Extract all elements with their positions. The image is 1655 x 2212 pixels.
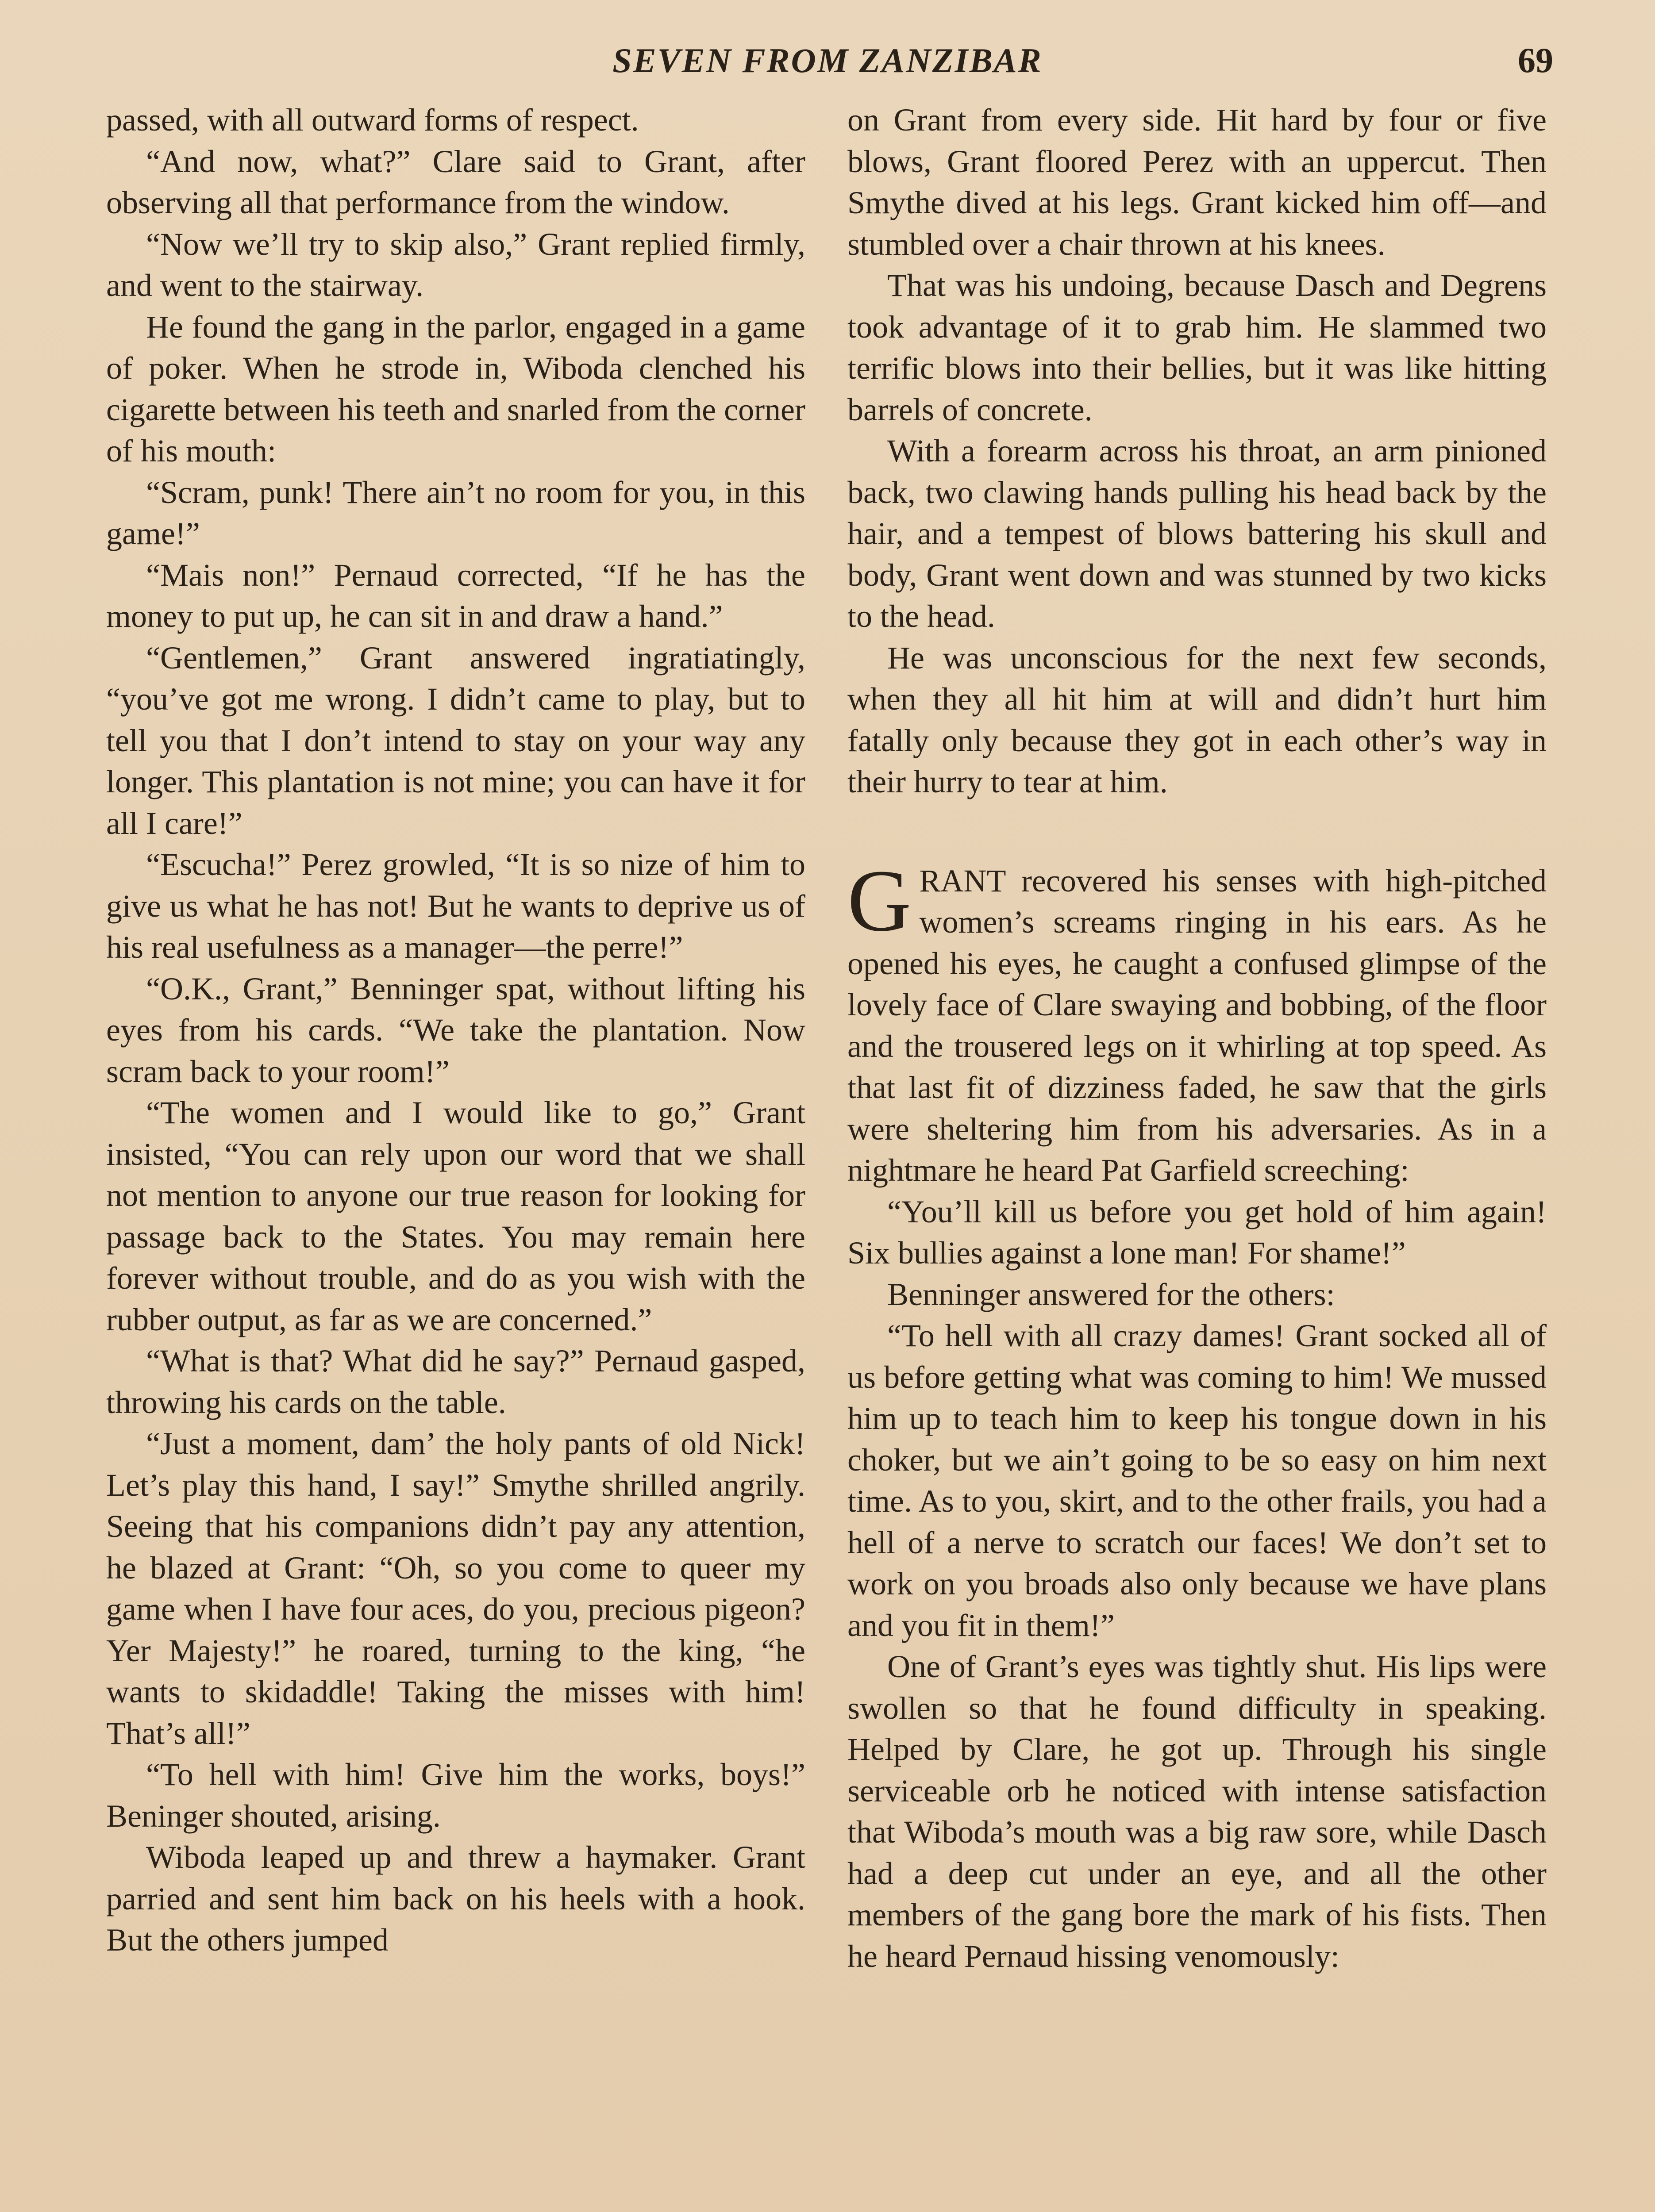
left-column-paragraph: “Now we’ll try to skip also,” Grant replied firmly, and went to the stairway. [106,226,805,303]
right-column-upper [847,100,1547,803]
drop-cap: G [847,852,912,950]
left-column-paragraph: passed, with all outward forms of respect. [106,102,639,138]
left-column-paragraph: “To hell with him! Give him the works, boys!” Beninger shouted, arising. [106,1757,805,1834]
left-column-paragraph: “Just a moment, dam’ the holy pants of old Nick! Let’s play this hand, I say!” Smythe shrilled angrily. Seeing that his companions didn’t pay any attention, he blazed at Grant: “Oh, so you come to queer my game when I have four aces, do you, precious pigeon? Yer Majesty!” he roared, turning to the king, “he wants to skidaddle! Taking the misses with him! That’s all!” [106,1426,805,1751]
left-column-paragraph: “Mais non!” Pernaud corrected, “If he has the money to put up, he can sit in and draw a hand.” [106,557,805,634]
right-column-lower [847,1191,1547,1978]
lead-in-caps: RANT [919,863,1006,899]
section-opening-text: recovered his senses with high-pitched women’s screams ringing in his ears. As he opened his eyes, he caught a confused glimpse of the lovely face of Clare swaying and bobbing, of the floor and the trousered legs on it whirling at top speed. As that last fit of dizziness faded, he saw that the girls were sheltering him from his adversaries. As in a nightmare he heard Pat Garfield screeching: [847,863,1547,1188]
left-column-paragraph: He found the gang in the parlor, engaged in a game of poker. When he strode in, Wiboda clenched his cigarette between his teeth and snarled from the corner of his mouth: [106,309,805,469]
left-column-paragraph: “And now, what?” Clare said to Grant, after observing all that performance from the window. [106,143,805,220]
right-text-column [847,100,1547,1977]
left-column-paragraph: “The women and I would like to go,” Grant insisted, “You can rely upon our word that we shall not mention to anyone our true reason for looking for passage back to the States. You may remain here forever without trouble, and do as you wish with the rubber output, as far as we are concerned.” [106,1095,805,1337]
page-header [0,41,1655,94]
left-text-column [106,100,805,1961]
left-column-paragraph: “Gentlemen,” Grant answered ingratiatingly, “you’ve got me wrong. I didn’t came to play, but to tell you that I don’t intend to stay on your way any longer. This plantation is not mine; you can have it for all I care!” [106,640,805,841]
section-opening-paragraph [847,852,1547,1191]
right-column-paragraph: “To hell with all crazy dames! Grant socked all of us before getting what was coming to him! We mussed him up to teach him to keep his tongue down in his choker, but we ain’t going to be so easy on him next time. As to you, skirt, and to the other frails, you had a hell of a nerve to scratch our faces! We don’t set to work on you broads also only because we have plans and you fit in them!” [847,1318,1547,1643]
right-column-paragraph: He was unconscious for the next few seconds, when they all hit him at will and didn’t hurt him fatally only because they got in each other’s way in their hurry to tear at him. [847,640,1547,799]
right-column-paragraph: With a forearm across his throat, an arm pinioned back, two clawing hands pulling his head back by the hair, and a tempest of blows battering his skull and body, Grant went down and was stunned by two kicks to the head. [847,433,1547,634]
left-column-paragraph: “Escucha!” Perez growled, “It is so nize of him to give us what he has not! But he wants to deprive us of his real usefulness as a manager—the perre!” [106,847,805,965]
left-column-paragraph: “Scram, punk! There ain’t no room for you, in this game!” [106,474,805,551]
right-column-paragraph: One of Grant’s eyes was tightly shut. His lips were swollen so that he found difficulty in speaking. Helped by Clare, he got up. Through his single serviceable orb he noticed with intense satisfaction that Wiboda’s mouth was a big raw sore, while Dasch had a deep cut under an eye, and all the other members of the gang bore the mark of his fists. Then he heard Pernaud hissing venomously: [847,1649,1547,1974]
left-column-paragraph: “What is that? What did he say?” Pernaud gasped, throwing his cards on the table. [106,1343,805,1420]
right-column-paragraph: Benninger answered for the others: [887,1276,1335,1312]
right-column-paragraph: That was his undoing, because Dasch and Degrens took advantage of it to grab him. He slammed two terrific blows into their bellies, but it was like hitting barrels of concrete. [847,268,1547,427]
left-column-paragraph: Wiboda leaped up and threw a haymaker. Grant parried and sent him back on his heels with a hook. But the others jumped [106,1839,805,1958]
right-column-paragraph: “You’ll kill us before you get hold of him again! Six bullies against a lone man! For shame!” [847,1194,1547,1271]
running-title: SEVEN FROM ZANZIBAR [612,41,1043,80]
right-column-paragraph: on Grant from every side. Hit hard by four or five blows, Grant floored Perez with an uppercut. Then Smythe dived at his legs. Grant kicked him off—and stumbled over a chair thrown at his knees. [847,102,1547,262]
left-column-paragraph: “O.K., Grant,” Benninger spat, without lifting his eyes from his cards. “We take the plantation. Now scram back to your room!” [106,971,805,1089]
page-number: 69 [1518,41,1553,80]
